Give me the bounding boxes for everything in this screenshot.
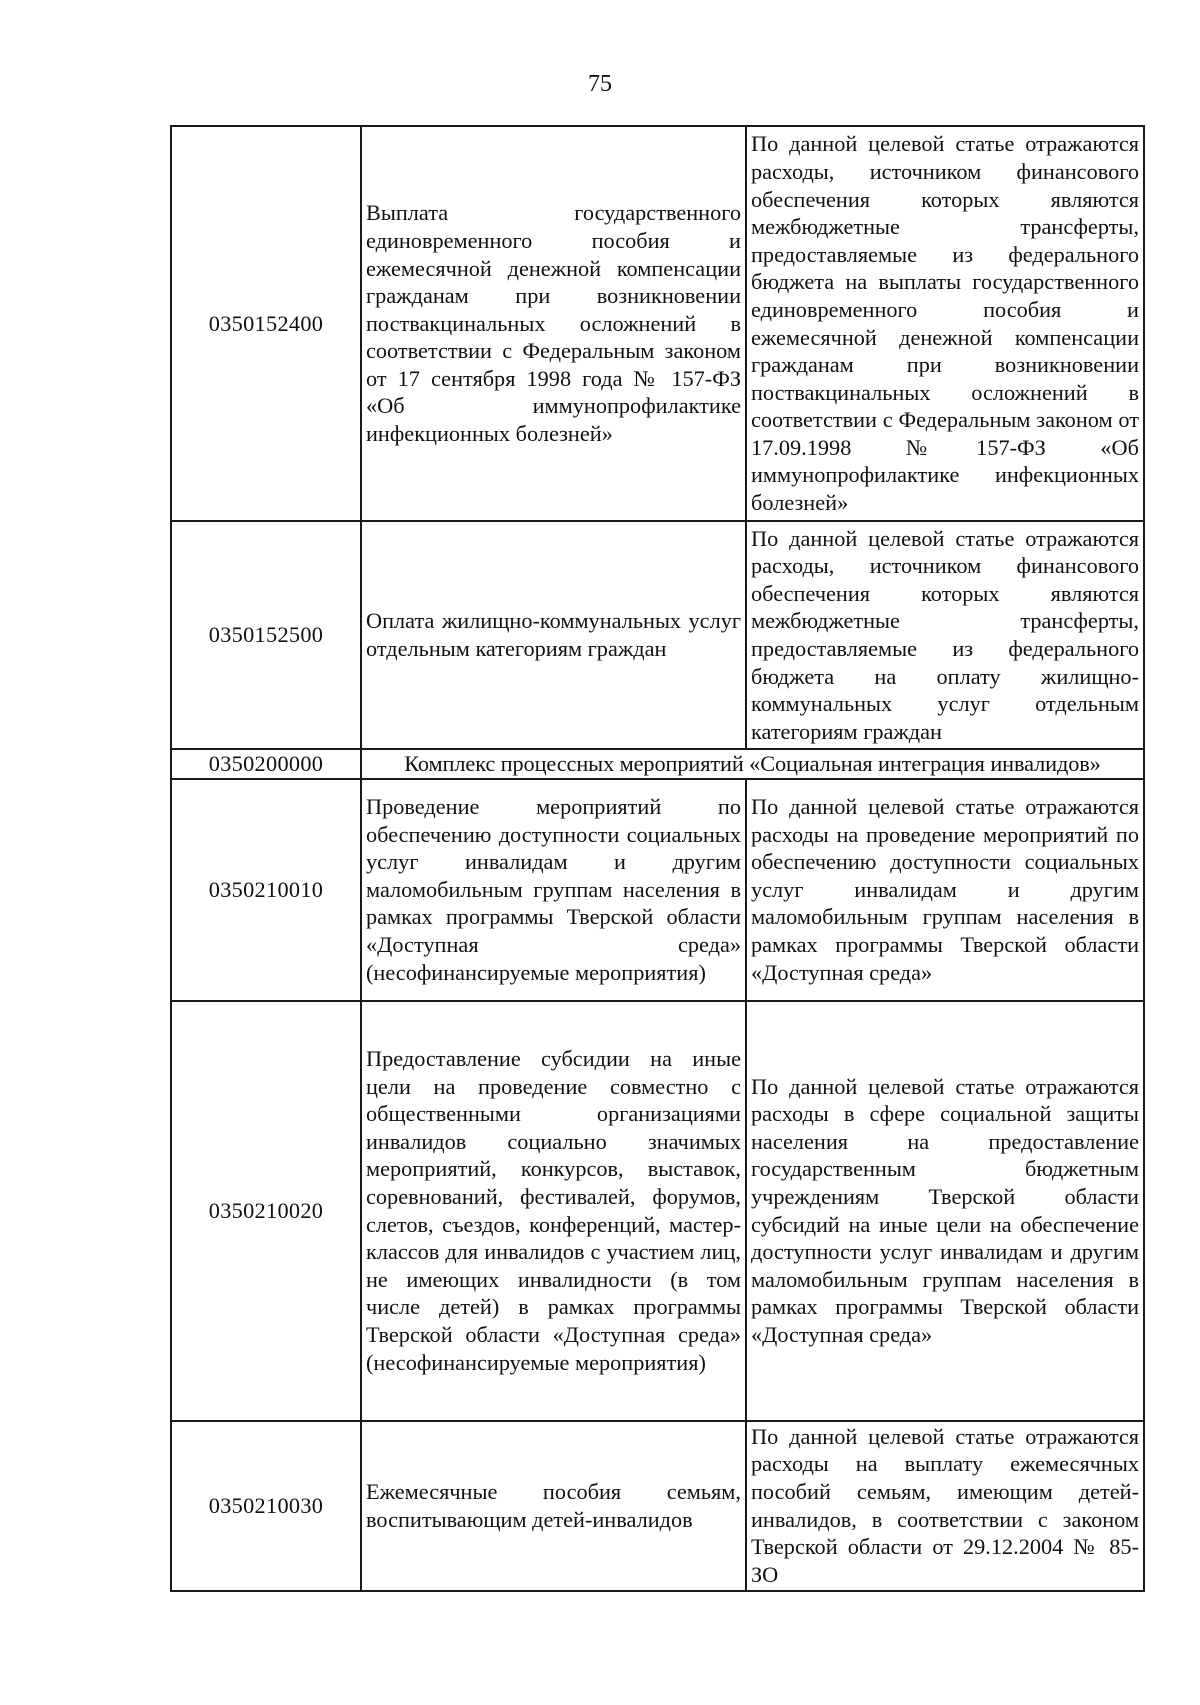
- target-articles-table: [170, 125, 1145, 1592]
- row-name: Предоставление субсидии на иные цели на проведение совместно с общественными организациями инвалидов социально значимых мероприятий, конкурсов, выставок, соревнований, фестивалей, форумов, слетов, съездов, конференций, мастер-классов для инвалидов с участием лиц, не имеющих инвалидности (в том числе детей) в рамках программы Тверской области «Доступная среда» (несофинансируемые мероприятия): [361, 1001, 746, 1421]
- row-name: Проведение мероприятий по обеспечению доступности социальных услуг инвалидам и другим маломобильным группам населения в рамках программы Тверской области «Доступная среда» (несофинансируемые мероприятия): [361, 779, 746, 1001]
- row-name: Ежемесячные пособия семьям, воспитывающим детей-инвалидов: [361, 1421, 746, 1591]
- row-description: По данной целевой статье отражаются расходы на выплату ежемесячных пособий семьям, имеющим детей-инвалидов, в соответствии с законом Тверской области от 29.12.2004 № 85-ЗО: [746, 1421, 1144, 1591]
- table-row: [171, 779, 1144, 1001]
- table-row: [171, 1421, 1144, 1591]
- row-name: Оплата жилищно-коммунальных услуг отдельным категориям граждан: [361, 521, 746, 749]
- row-code: 0350200000: [171, 749, 361, 779]
- table-row: [171, 521, 1144, 749]
- row-code: 0350210030: [171, 1421, 361, 1591]
- table-row: [171, 126, 1144, 521]
- row-description: По данной целевой статье отражаются расходы, источником финансового обеспечения которых являются межбюджетные трансферты, предоставляемые из федерального бюджета на оплату жилищно-коммунальных услуг отдельным категориям граждан: [746, 521, 1144, 749]
- row-code: 0350152500: [171, 521, 361, 749]
- row-description: По данной целевой статье отражаются расходы на проведение мероприятий по обеспечению доступности социальных услуг инвалидам и другим маломобильным группам населения в рамках программы Тверской области «Доступная среда»: [746, 779, 1144, 1001]
- row-description: По данной целевой статье отражаются расходы в сфере социальной защиты населения на предоставление государственным бюджетным учреждениям Тверской области субсидий на иные цели на обеспечение доступности услуг инвалидам и другим маломобильным группам населения в рамках программы Тверской области «Доступная среда»: [746, 1001, 1144, 1421]
- table-row: [171, 1001, 1144, 1421]
- page-number: 75: [588, 71, 612, 97]
- table-section-row: [171, 749, 1144, 779]
- row-name: Выплата государственного единовременного пособия и ежемесячной денежной компенсации гражданам при возникновении поствакцинальных осложнений в соответствии с Федеральным законом от 17 сентября 1998 года № 157-ФЗ «Об иммунопрофилактике инфекционных болезней»: [361, 126, 746, 521]
- row-code: 0350210020: [171, 1001, 361, 1421]
- row-code: 0350152400: [171, 126, 361, 521]
- row-code: 0350210010: [171, 779, 361, 1001]
- row-description: По данной целевой статье отражаются расходы, источником финансового обеспечения которых являются межбюджетные трансферты, предоставляемые из федерального бюджета на выплаты государственного единовременного пособия и ежемесячной денежной компенсации гражданам при возникновении поствакцинальных осложнений в соответствии с Федеральным законом от 17.09.1998 №157-ФЗ «Об иммунопрофилактике инфекционных болезней»: [746, 126, 1144, 521]
- section-title: Комплекс процессных мероприятий «Социальная интеграция инвалидов»: [361, 749, 1144, 779]
